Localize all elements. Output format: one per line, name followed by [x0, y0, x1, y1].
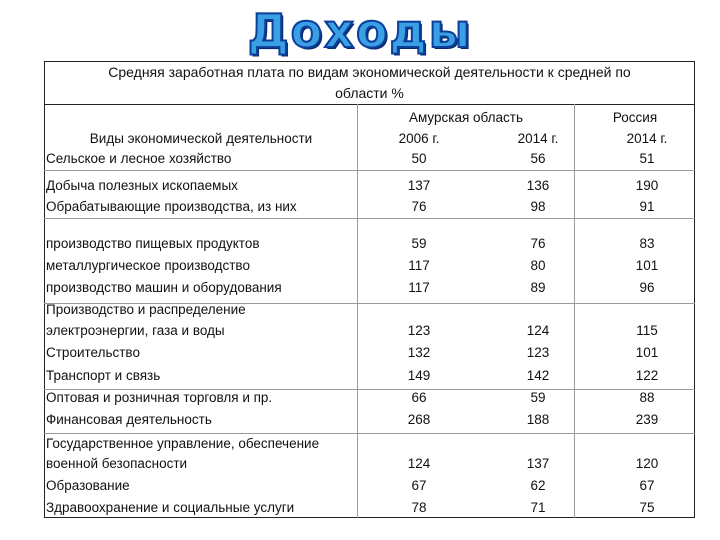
cell-2006: 117: [408, 280, 430, 295]
cell-russia: 51: [639, 151, 655, 166]
row-label: Государственное управление, обеспечение: [46, 436, 320, 451]
cell-2006: 268: [407, 412, 431, 427]
column-divider: [574, 104, 575, 518]
caption-line-1: Средняя заработная плата по видам экономической деятельности к средней по: [108, 64, 631, 80]
row-label: Образование: [46, 478, 130, 493]
cell-2014: 136: [526, 178, 550, 193]
row-label-continued: военной безопасности: [46, 456, 188, 471]
year-2014-header: 2014 г.: [517, 131, 559, 146]
cell-2006: 50: [411, 151, 427, 166]
cell-2014: 98: [530, 199, 546, 214]
cell-2006: 117: [408, 258, 430, 273]
row-label: производство машин и оборудования: [46, 280, 282, 295]
cell-russia: 67: [639, 478, 655, 493]
cell-2006: 132: [407, 345, 431, 360]
row-label: Строительство: [46, 345, 140, 360]
row-label: Сельское и лесное хозяйство: [46, 151, 232, 166]
cell-russia: 83: [639, 236, 655, 251]
cell-2014: 59: [530, 390, 546, 405]
grid-line: [44, 218, 695, 219]
row-label: Обрабатывающие производства, из них: [46, 199, 297, 214]
cell-2006: 67: [411, 478, 427, 493]
row-label: Добыча полезных ископаемых: [46, 178, 238, 193]
row-label: Производство и распределение: [46, 302, 246, 317]
cell-2006: 78: [411, 500, 427, 515]
cell-2014: 142: [526, 368, 550, 383]
russia-year-header: 2014 г.: [626, 131, 668, 146]
cell-russia: 96: [639, 280, 655, 295]
page-title: Доходы: [247, 4, 473, 58]
activity-column-header: Виды экономической деятельности: [89, 131, 313, 146]
country-header: Россия: [612, 110, 658, 125]
row-label: производство пищевых продуктов: [46, 236, 260, 251]
grid-line: [44, 170, 695, 171]
cell-russia: 101: [635, 345, 659, 360]
row-label-continued: электроэнергии, газа и воды: [46, 323, 225, 338]
cell-2006: 137: [407, 178, 431, 193]
cell-2014: 80: [530, 258, 546, 273]
row-label: Транспорт и связь: [46, 368, 161, 383]
cell-2006: 76: [411, 199, 427, 214]
row-label: Оптовая и розничная торговля и пр.: [46, 390, 273, 405]
cell-2006: 59: [411, 236, 427, 251]
region-header: Амурская область: [408, 110, 524, 125]
cell-2014: 56: [530, 151, 546, 166]
year-2006-header: 2006 г.: [398, 131, 440, 146]
cell-2014: 71: [530, 500, 546, 515]
grid-line: [44, 104, 695, 105]
table-caption: [44, 62, 695, 104]
row-label: Финансовая деятельность: [46, 412, 212, 427]
cell-russia: 122: [635, 368, 659, 383]
cell-russia: 75: [639, 500, 655, 515]
cell-russia: 239: [635, 412, 659, 427]
caption-line-2: области %: [335, 85, 404, 101]
cell-2006: 66: [411, 390, 427, 405]
cell-russia: 91: [639, 199, 655, 214]
cell-russia: 115: [636, 323, 658, 338]
cell-2014: 62: [530, 478, 546, 493]
cell-russia: 101: [635, 258, 659, 273]
cell-2014: 137: [526, 456, 550, 471]
cell-2014: 124: [526, 323, 550, 338]
cell-2014: 123: [526, 345, 550, 360]
row-label: Здравоохранение и социальные услуги: [46, 500, 295, 515]
cell-russia: 120: [635, 456, 659, 471]
cell-2014: 188: [526, 412, 550, 427]
row-label: металлургическое производство: [46, 258, 250, 273]
cell-2006: 149: [407, 368, 431, 383]
cell-russia: 88: [639, 390, 655, 405]
column-divider: [357, 104, 358, 518]
cell-2006: 123: [407, 323, 431, 338]
cell-2014: 89: [530, 280, 546, 295]
cell-2006: 124: [407, 456, 431, 471]
cell-russia: 190: [635, 178, 659, 193]
cell-2014: 76: [530, 236, 546, 251]
